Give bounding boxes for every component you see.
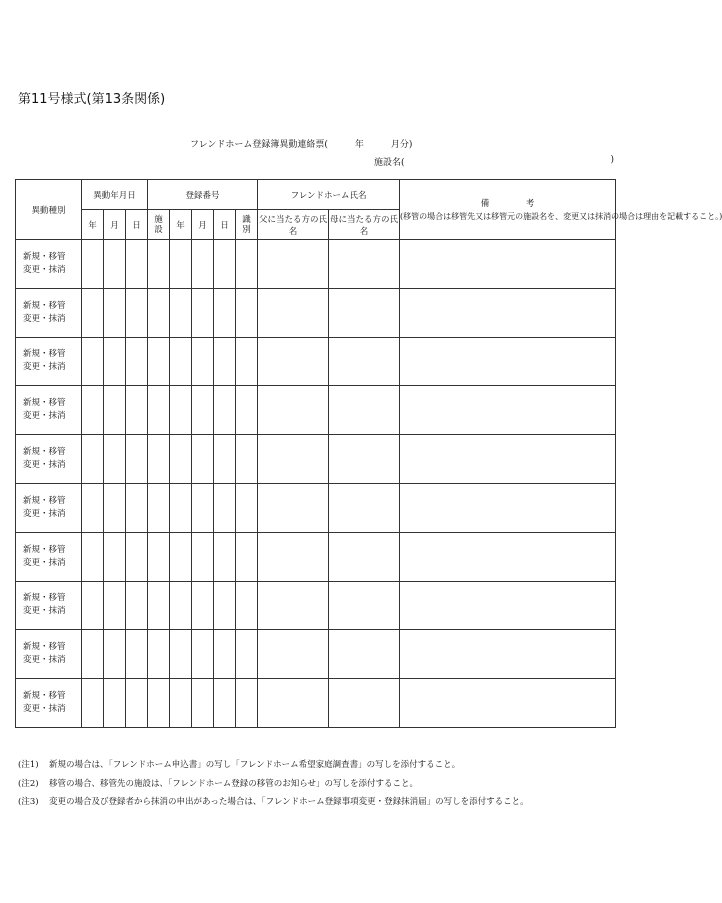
row-kind-cell [16,337,82,386]
cell-date-month[interactable] [104,288,126,337]
form-number: 第11号様式(第13条関係) [18,92,166,107]
cell-father-name[interactable] [258,337,329,386]
cell-mother-name[interactable] [329,435,400,484]
cell-reg-year[interactable] [170,483,192,532]
cell-date-month[interactable] [104,240,126,289]
cell-date-month[interactable] [104,337,126,386]
footnote-2 [18,775,529,794]
cell-reg-year[interactable] [170,630,192,679]
cell-reg-id[interactable] [236,581,258,630]
cell-date-year[interactable] [82,483,104,532]
subheader-father-name: 父に当たる方の氏名 [258,210,329,240]
cell-reg-day[interactable] [214,288,236,337]
cell-reg-month[interactable] [192,288,214,337]
subheader-reg-facility-label: 施設 [154,214,163,235]
cell-date-day[interactable] [126,581,148,630]
cell-date-month[interactable] [104,483,126,532]
cell-reg-year[interactable] [170,581,192,630]
subheader-reg-year: 年 [170,210,192,240]
cell-reg-month[interactable] [192,630,214,679]
cell-reg-id[interactable] [236,630,258,679]
cell-date-day[interactable] [126,630,148,679]
cell-date-month[interactable] [104,679,126,728]
row-kind-line1: 新規・移管 [23,495,66,506]
remarks-title: 備 考 [480,199,549,209]
cell-mother-name[interactable] [329,483,400,532]
row-kind-line1: 新規・移管 [23,349,66,360]
cell-reg-facility[interactable] [148,435,170,484]
cell-reg-facility[interactable] [148,679,170,728]
cell-reg-month[interactable] [192,483,214,532]
cell-mother-name[interactable] [329,630,400,679]
cell-date-day[interactable] [126,532,148,581]
cell-date-day[interactable] [126,679,148,728]
header-date: 異動年月日 [82,180,148,210]
row-kind-line1: 新規・移管 [23,642,66,653]
cell-mother-name[interactable] [329,679,400,728]
cell-remarks[interactable] [400,679,616,728]
row-kind-line1: 新規・移管 [23,691,66,702]
cell-date-year[interactable] [82,532,104,581]
cell-date-year[interactable] [82,679,104,728]
footnote-text: 移管の場合、移管先の施設は、「フレンドホーム登録の移管のお知らせ」の写しを添付すること。 [49,778,418,789]
row-kind-line2: 変更・抹消 [23,508,66,519]
cell-date-day[interactable] [126,288,148,337]
cell-remarks[interactable] [400,581,616,630]
cell-date-year[interactable] [82,288,104,337]
cell-reg-day[interactable] [214,581,236,630]
subheader-mother-name: 母に当たる方の氏名 [329,210,400,240]
footnote-1 [18,756,529,775]
cell-reg-id[interactable] [236,386,258,435]
subheader-reg-facility [148,210,170,240]
row-kind-line2: 変更・抹消 [23,313,66,324]
cell-father-name[interactable] [258,288,329,337]
cell-reg-id[interactable] [236,288,258,337]
cell-mother-name[interactable] [329,386,400,435]
cell-date-month[interactable] [104,386,126,435]
cell-reg-month[interactable] [192,581,214,630]
cell-reg-facility[interactable] [148,581,170,630]
cell-reg-id[interactable] [236,435,258,484]
row-kind-line1: 新規・移管 [23,300,66,311]
cell-remarks[interactable] [400,483,616,532]
cell-reg-month[interactable] [192,679,214,728]
footnote-label: (注3) [18,797,39,807]
form-title: フレンドホーム登録簿異動連絡票( 年 月分) [190,140,413,150]
cell-reg-year[interactable] [170,386,192,435]
cell-remarks[interactable] [400,337,616,386]
row-kind-line1: 新規・移管 [23,251,66,262]
row-kind-line1: 新規・移管 [23,447,66,458]
table-row [16,679,616,728]
row-kind-cell [16,288,82,337]
cell-father-name[interactable] [258,630,329,679]
subheader-date-day: 日 [126,210,148,240]
table-row [16,581,616,630]
row-kind-line2: 変更・抹消 [23,704,66,715]
cell-date-month[interactable] [104,630,126,679]
subheader-reg-month: 月 [192,210,214,240]
row-kind-line2: 変更・抹消 [23,655,66,666]
table-row [16,337,616,386]
cell-reg-id[interactable] [236,679,258,728]
facility-close-paren: ) [610,155,614,165]
row-kind-cell [16,532,82,581]
cell-reg-month[interactable] [192,240,214,289]
row-kind-cell [16,581,82,630]
cell-remarks[interactable] [400,288,616,337]
subheader-date-year: 年 [82,210,104,240]
row-kind-line1: 新規・移管 [23,544,66,555]
row-kind-line2: 変更・抹消 [23,264,66,275]
cell-reg-facility[interactable] [148,240,170,289]
cell-father-name[interactable] [258,240,329,289]
cell-father-name[interactable] [258,483,329,532]
cell-reg-day[interactable] [214,337,236,386]
table-row [16,435,616,484]
cell-date-year[interactable] [82,630,104,679]
row-kind-cell [16,679,82,728]
footnote-text: 新規の場合は、「フレンドホーム申込書」の写し「フレンドホーム希望家庭調査書」の写しを添付すること。 [49,760,461,770]
remarks-note: (移管の場合は移管先又は移管元の施設名を、変更又は抹消の場合は理由を記載すること。) [400,212,722,221]
cell-reg-day[interactable] [214,435,236,484]
cell-date-month[interactable] [104,532,126,581]
cell-mother-name[interactable] [329,337,400,386]
cell-date-day[interactable] [126,435,148,484]
subheader-reg-id-label: 識別 [242,214,251,235]
footnote-label: (注2) [18,778,39,789]
row-kind-cell [16,240,82,289]
subheader-reg-id [236,210,258,240]
cell-date-year[interactable] [82,337,104,386]
cell-father-name[interactable] [258,581,329,630]
cell-date-year[interactable] [82,240,104,289]
cell-reg-facility[interactable] [148,288,170,337]
cell-father-name[interactable] [258,386,329,435]
cell-reg-day[interactable] [214,679,236,728]
cell-remarks[interactable] [400,240,616,289]
facility-name-line [374,155,614,168]
subheader-date-month: 月 [104,210,126,240]
cell-mother-name[interactable] [329,581,400,630]
cell-mother-name[interactable] [329,240,400,289]
cell-reg-id[interactable] [236,483,258,532]
row-kind-line2: 変更・抹消 [23,557,66,568]
cell-reg-month[interactable] [192,386,214,435]
table-row [16,483,616,532]
row-kind-line1: 新規・移管 [23,398,66,409]
cell-father-name[interactable] [258,435,329,484]
cell-reg-id[interactable] [236,337,258,386]
table-row [16,386,616,435]
cell-reg-month[interactable] [192,337,214,386]
cell-mother-name[interactable] [329,532,400,581]
cell-remarks[interactable] [400,435,616,484]
cell-reg-facility[interactable] [148,532,170,581]
cell-reg-day[interactable] [214,630,236,679]
cell-reg-year[interactable] [170,679,192,728]
subheader-reg-day: 日 [214,210,236,240]
row-kind-line2: 変更・抹消 [23,411,66,422]
cell-father-name[interactable] [258,679,329,728]
cell-date-month[interactable] [104,435,126,484]
cell-mother-name[interactable] [329,288,400,337]
row-kind-line2: 変更・抹消 [23,460,66,471]
row-kind-line2: 変更・抹消 [23,362,66,373]
cell-reg-month[interactable] [192,435,214,484]
cell-reg-facility[interactable] [148,386,170,435]
cell-date-year[interactable] [82,581,104,630]
cell-reg-id[interactable] [236,532,258,581]
cell-reg-year[interactable] [170,240,192,289]
cell-date-day[interactable] [126,386,148,435]
table-row [16,532,616,581]
cell-reg-year[interactable] [170,435,192,484]
header-registration-number: 登録番号 [148,180,258,210]
cell-date-day[interactable] [126,483,148,532]
row-kind-cell [16,483,82,532]
cell-reg-year[interactable] [170,337,192,386]
cell-reg-id[interactable] [236,240,258,289]
cell-reg-facility[interactable] [148,337,170,386]
row-kind-line2: 変更・抹消 [23,606,66,617]
cell-reg-day[interactable] [214,386,236,435]
table-row [16,630,616,679]
footnote-label: (注1) [18,760,39,770]
cell-reg-year[interactable] [170,532,192,581]
cell-date-day[interactable] [126,337,148,386]
cell-date-month[interactable] [104,581,126,630]
row-kind-line1: 新規・移管 [23,593,66,604]
cell-date-year[interactable] [82,435,104,484]
footnote-3 [18,793,529,812]
cell-remarks[interactable] [400,532,616,581]
cell-reg-month[interactable] [192,532,214,581]
change-report-table [15,179,722,728]
row-kind-cell [16,435,82,484]
cell-remarks[interactable] [400,630,616,679]
row-kind-cell [16,386,82,435]
row-kind-cell [16,630,82,679]
header-friend-home-name: フレンドホーム氏名 [258,180,400,210]
header-remarks [400,180,722,240]
footnote-text: 変更の場合及び登録者から抹消の申出があった場合は、「フレンドホーム登録事項変更・登録抹消届」の写しを添付すること。 [49,797,529,807]
table-row [16,288,616,337]
cell-date-day[interactable] [126,240,148,289]
cell-reg-day[interactable] [214,483,236,532]
cell-father-name[interactable] [258,532,329,581]
cell-reg-year[interactable] [170,288,192,337]
header-kind: 異動種別 [16,180,82,240]
cell-date-year[interactable] [82,386,104,435]
cell-reg-facility[interactable] [148,483,170,532]
cell-reg-facility[interactable] [148,630,170,679]
table-row [16,240,616,289]
cell-reg-day[interactable] [214,240,236,289]
cell-remarks[interactable] [400,386,616,435]
facility-label: 施設名( [374,158,405,168]
cell-reg-day[interactable] [214,532,236,581]
footnotes [18,756,529,812]
